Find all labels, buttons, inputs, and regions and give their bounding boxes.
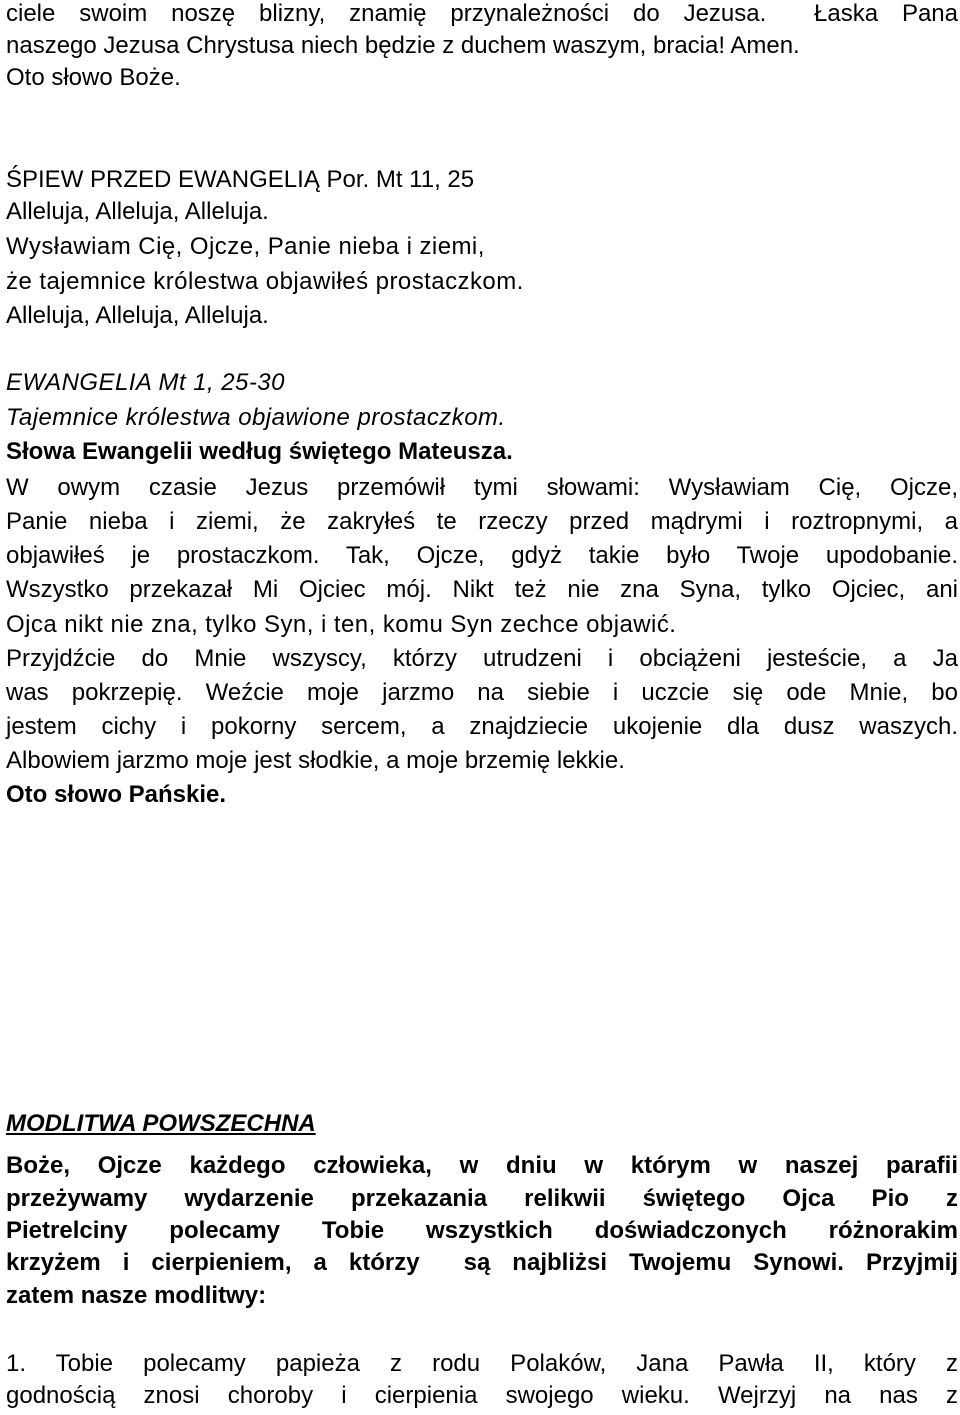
gospel-line-2: Panie nieba i ziemi, że zakryłeś te rzeczy przed mądrymi i roztropnymi, a — [6, 508, 958, 535]
gospel-closing: Oto słowo Pańskie. — [6, 781, 227, 808]
acclamation-line-1: Alleluja, Alleluja, Alleluja. — [6, 198, 269, 225]
prayer-intro-line-1: Boże, Ojcze każdego człowieka, w dniu w którym w naszej parafii — [6, 1152, 958, 1179]
gospel-line-9: Albowiem jarzmo moje jest słodkie, a moje brzemię lekkie. — [6, 747, 625, 774]
prayer-intro-line-4: krzyżem i cierpieniem, a którzy są najbliżsi Twojemu Synowi. Przyjmij — [6, 1249, 958, 1276]
prayer-item-1-line-2: godnością znosi choroby i cierpienia swojego wieku. Wejrzyj na nas z — [6, 1382, 958, 1409]
acclamation-line-3: że tajemnice królestwa objawiłeś prostaczkom. — [6, 268, 524, 295]
prayer-intro-line-3: Pietrelciny polecamy Tobie wszystkich doświadczonych różnorakim — [6, 1217, 958, 1244]
prayer-item-1-line-1: 1. Tobie polecamy papieża z rodu Polaków, Jana Pawła II, który z — [6, 1350, 958, 1377]
gospel-subtitle: Tajemnice królestwa objawione prostaczkom. — [6, 404, 506, 431]
gospel-line-7: was pokrzepię. Weźcie moje jarzmo na siebie i uczcie się ode Mnie, bo — [6, 679, 958, 706]
prayer-intro-line-5: zatem nasze modlitwy: — [6, 1282, 267, 1309]
gospel-line-5: Ojca nikt nie zna, tylko Syn, i ten, komu Syn zechce objawić. — [6, 611, 677, 638]
acclamation-heading: ŚPIEW PRZED EWANGELIĄ Por. Mt 11, 25 — [6, 166, 475, 193]
gospel-line-1: W owym czasie Jezus przemówił tymi słowami: Wysławiam Cię, Ojcze, — [6, 474, 958, 501]
reading-line-2: naszego Jezusa Chrystusa niech będzie z duchem waszym, bracia! Amen. — [6, 32, 800, 59]
gospel-heading: EWANGELIA Mt 1, 25-30 — [6, 369, 285, 396]
acclamation-line-4: Alleluja, Alleluja, Alleluja. — [6, 302, 269, 329]
gospel-line-4: Wszystko przekazał Mi Ojciec mój. Nikt też nie zna Syna, tylko Ojciec, ani — [6, 576, 958, 603]
acclamation-line-2: Wysławiam Cię, Ojcze, Panie nieba i ziemi, — [6, 233, 485, 260]
reading-closing: Oto słowo Boże. — [6, 64, 181, 91]
prayer-heading: MODLITWA POWSZECHNA — [6, 1110, 316, 1137]
reading-line-1: ciele swoim noszę blizny, znamię przynależności do Jezusa. Łaska Pana — [6, 0, 958, 27]
gospel-line-6: Przyjdźcie do Mnie wszyscy, którzy utrudzeni i obciążeni jesteście, a Ja — [6, 645, 958, 672]
gospel-line-8: jestem cichy i pokorny sercem, a znajdziecie ukojenie dla dusz waszych. — [6, 713, 958, 740]
gospel-line-3: objawiłeś je prostaczkom. Tak, Ojcze, gdyż takie było Twoje upodobanie. — [6, 542, 958, 569]
prayer-intro-line-2: przeżywamy wydarzenie przekazania relikwii świętego Ojca Pio z — [6, 1185, 958, 1212]
gospel-intro: Słowa Ewangelii według świętego Mateusza. — [6, 438, 513, 465]
